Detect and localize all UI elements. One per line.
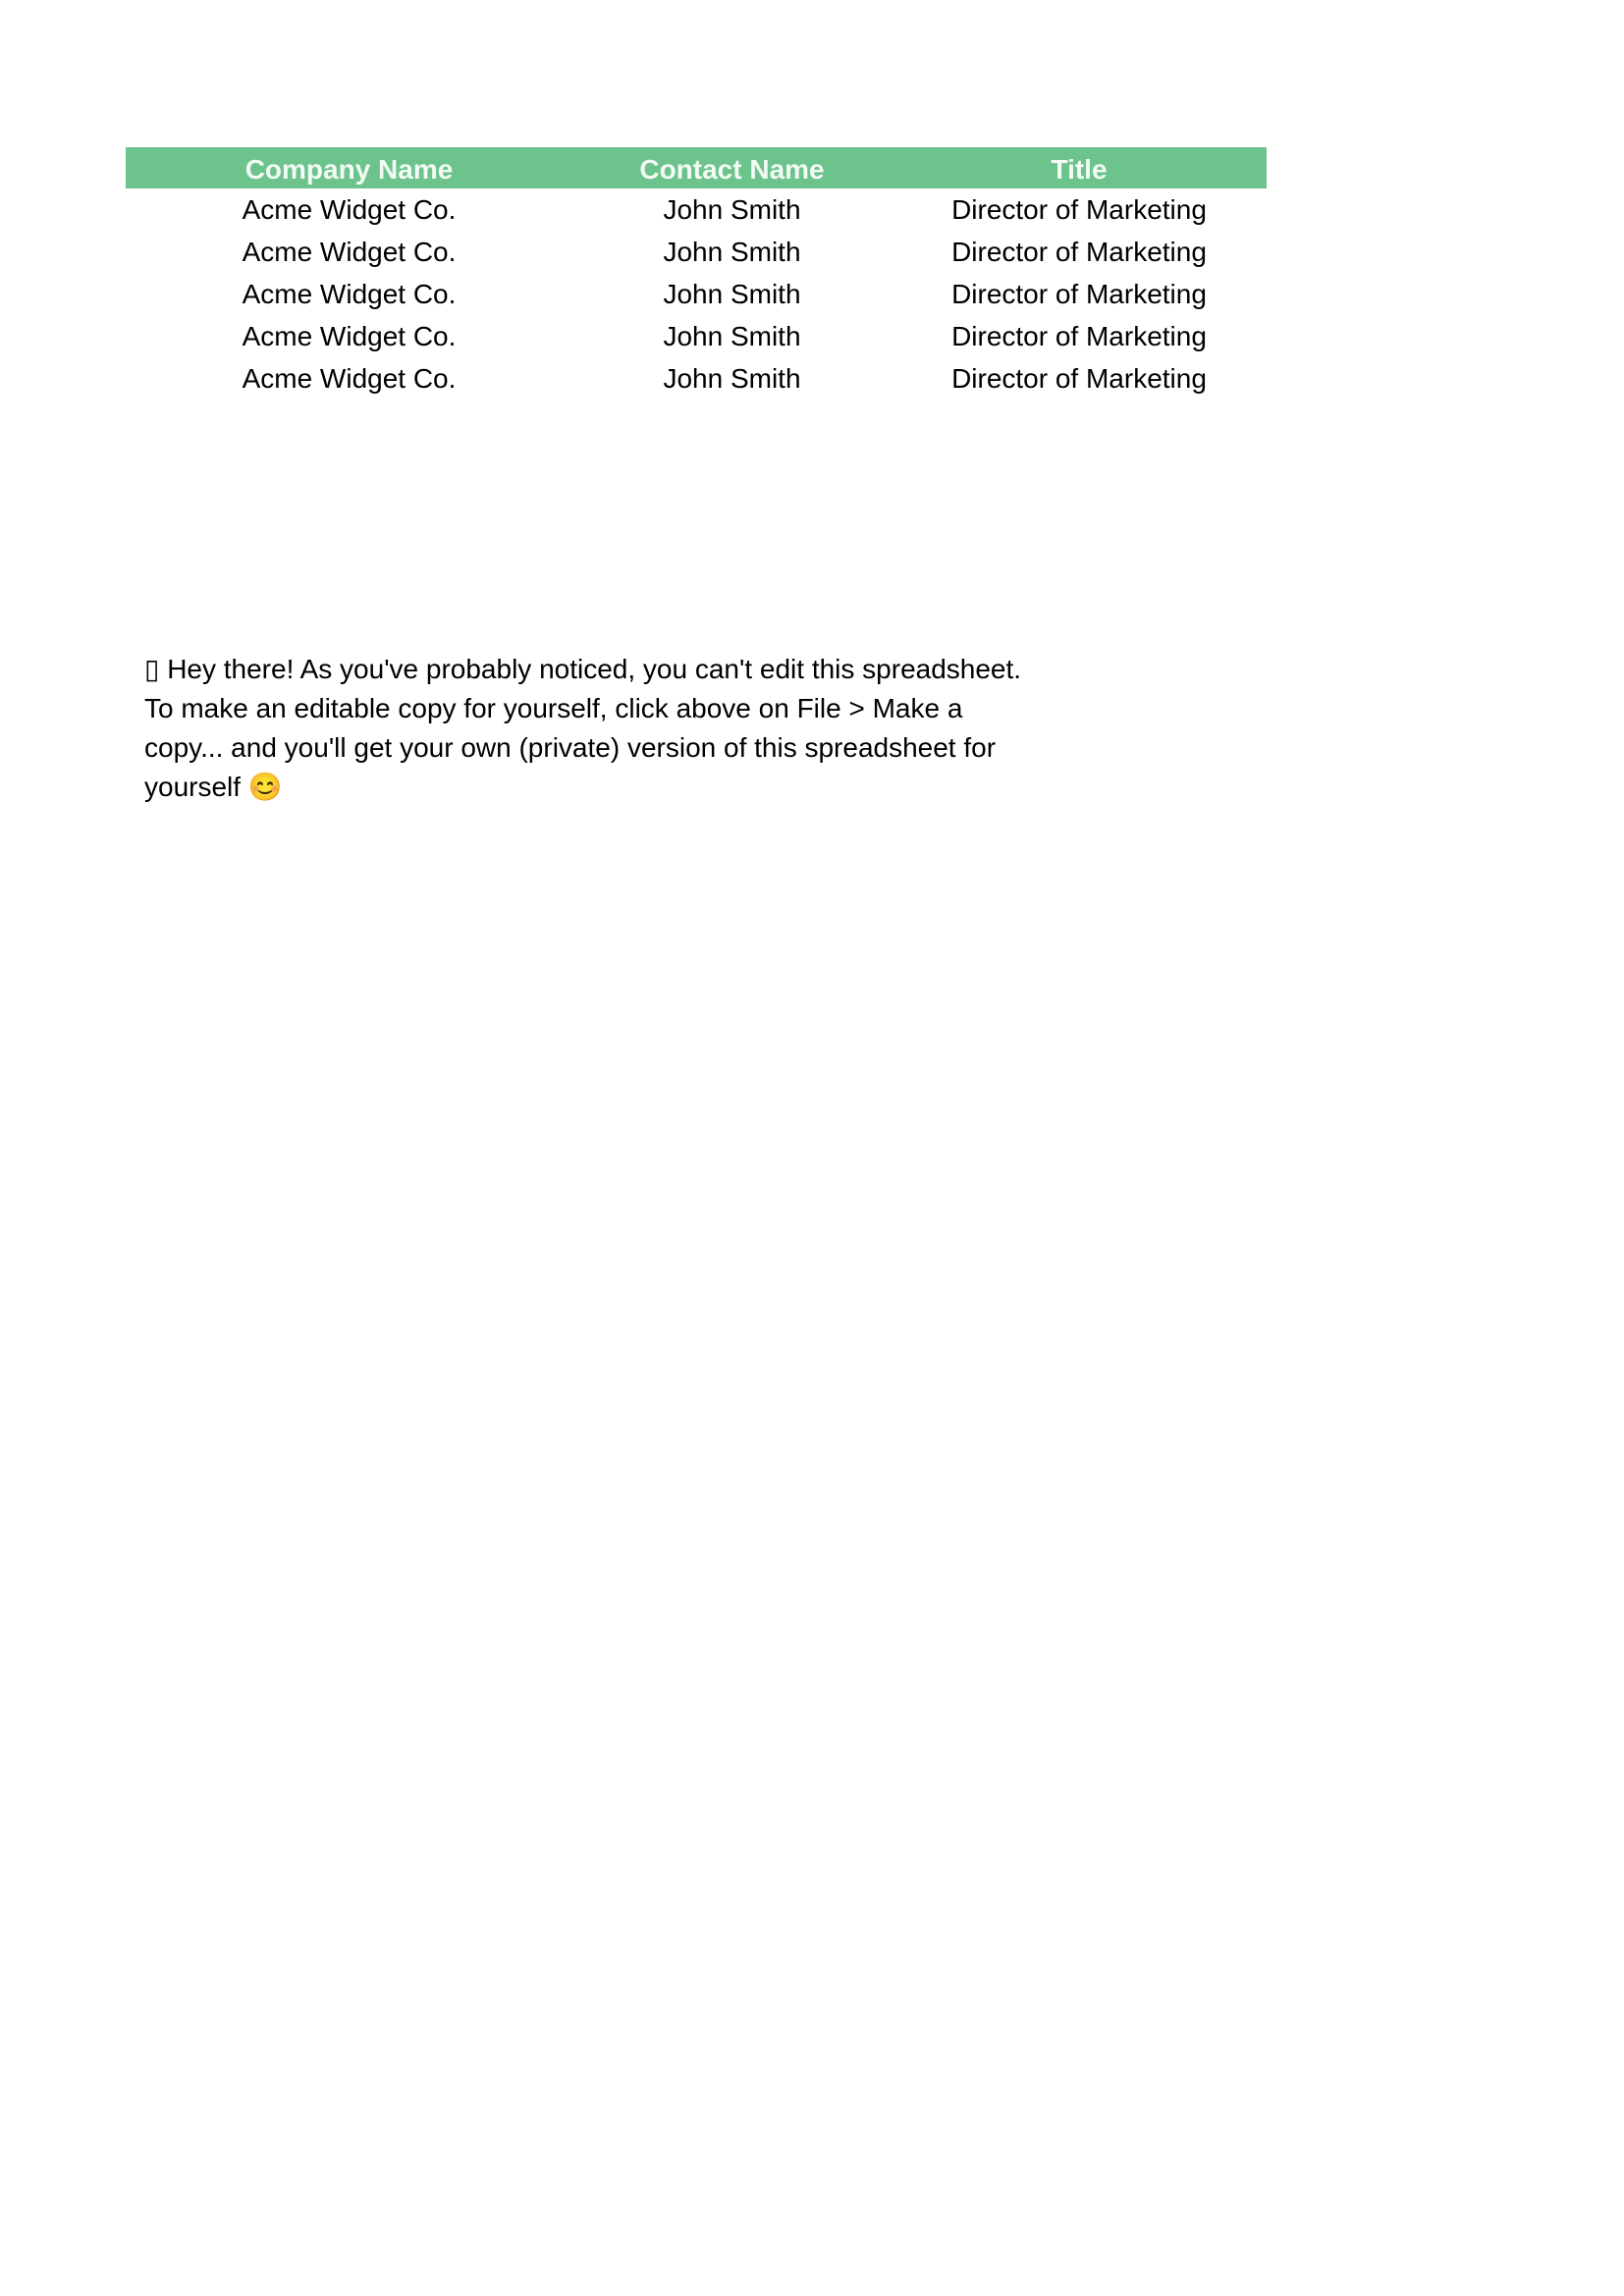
cell-title: Director of Marketing (951, 321, 1207, 351)
cell-title: Director of Marketing (951, 194, 1207, 225)
table-row (126, 357, 1267, 400)
note-line: copy... and you'll get your own (private) version of this spreadsheet for (144, 732, 997, 763)
cell-company: Acme Widget Co. (242, 321, 457, 351)
contacts-table (126, 147, 1267, 400)
cell-company: Acme Widget Co. (242, 194, 457, 225)
cell-contact: John Smith (663, 237, 801, 267)
cell-contact: John Smith (663, 194, 801, 225)
cell-company: Acme Widget Co. (242, 279, 457, 309)
cell-title: Director of Marketing (951, 237, 1207, 267)
column-header-company-name: Company Name (244, 154, 454, 185)
column-header-contact-name: Contact Name (639, 154, 825, 185)
cell-title: Director of Marketing (951, 279, 1207, 309)
table-row (126, 188, 1267, 231)
note-line: yourself 😊 (144, 772, 283, 802)
cell-company: Acme Widget Co. (242, 237, 457, 267)
cell-contact: John Smith (663, 279, 801, 309)
copy-instructions-note (144, 650, 1057, 807)
note-line: ▯ Hey there! As you've probably noticed, you can't edit this spreadsheet. (144, 654, 1022, 684)
cell-contact: John Smith (663, 363, 801, 394)
cell-company: Acme Widget Co. (242, 363, 457, 394)
table-row (126, 315, 1267, 357)
table-header (126, 147, 1267, 188)
table-row (126, 231, 1267, 273)
cell-title: Director of Marketing (951, 363, 1207, 394)
column-header-title: Title (1051, 154, 1108, 185)
cell-contact: John Smith (663, 321, 801, 351)
table-row (126, 273, 1267, 315)
note-line: To make an editable copy for yourself, click above on File > Make a (144, 693, 963, 723)
